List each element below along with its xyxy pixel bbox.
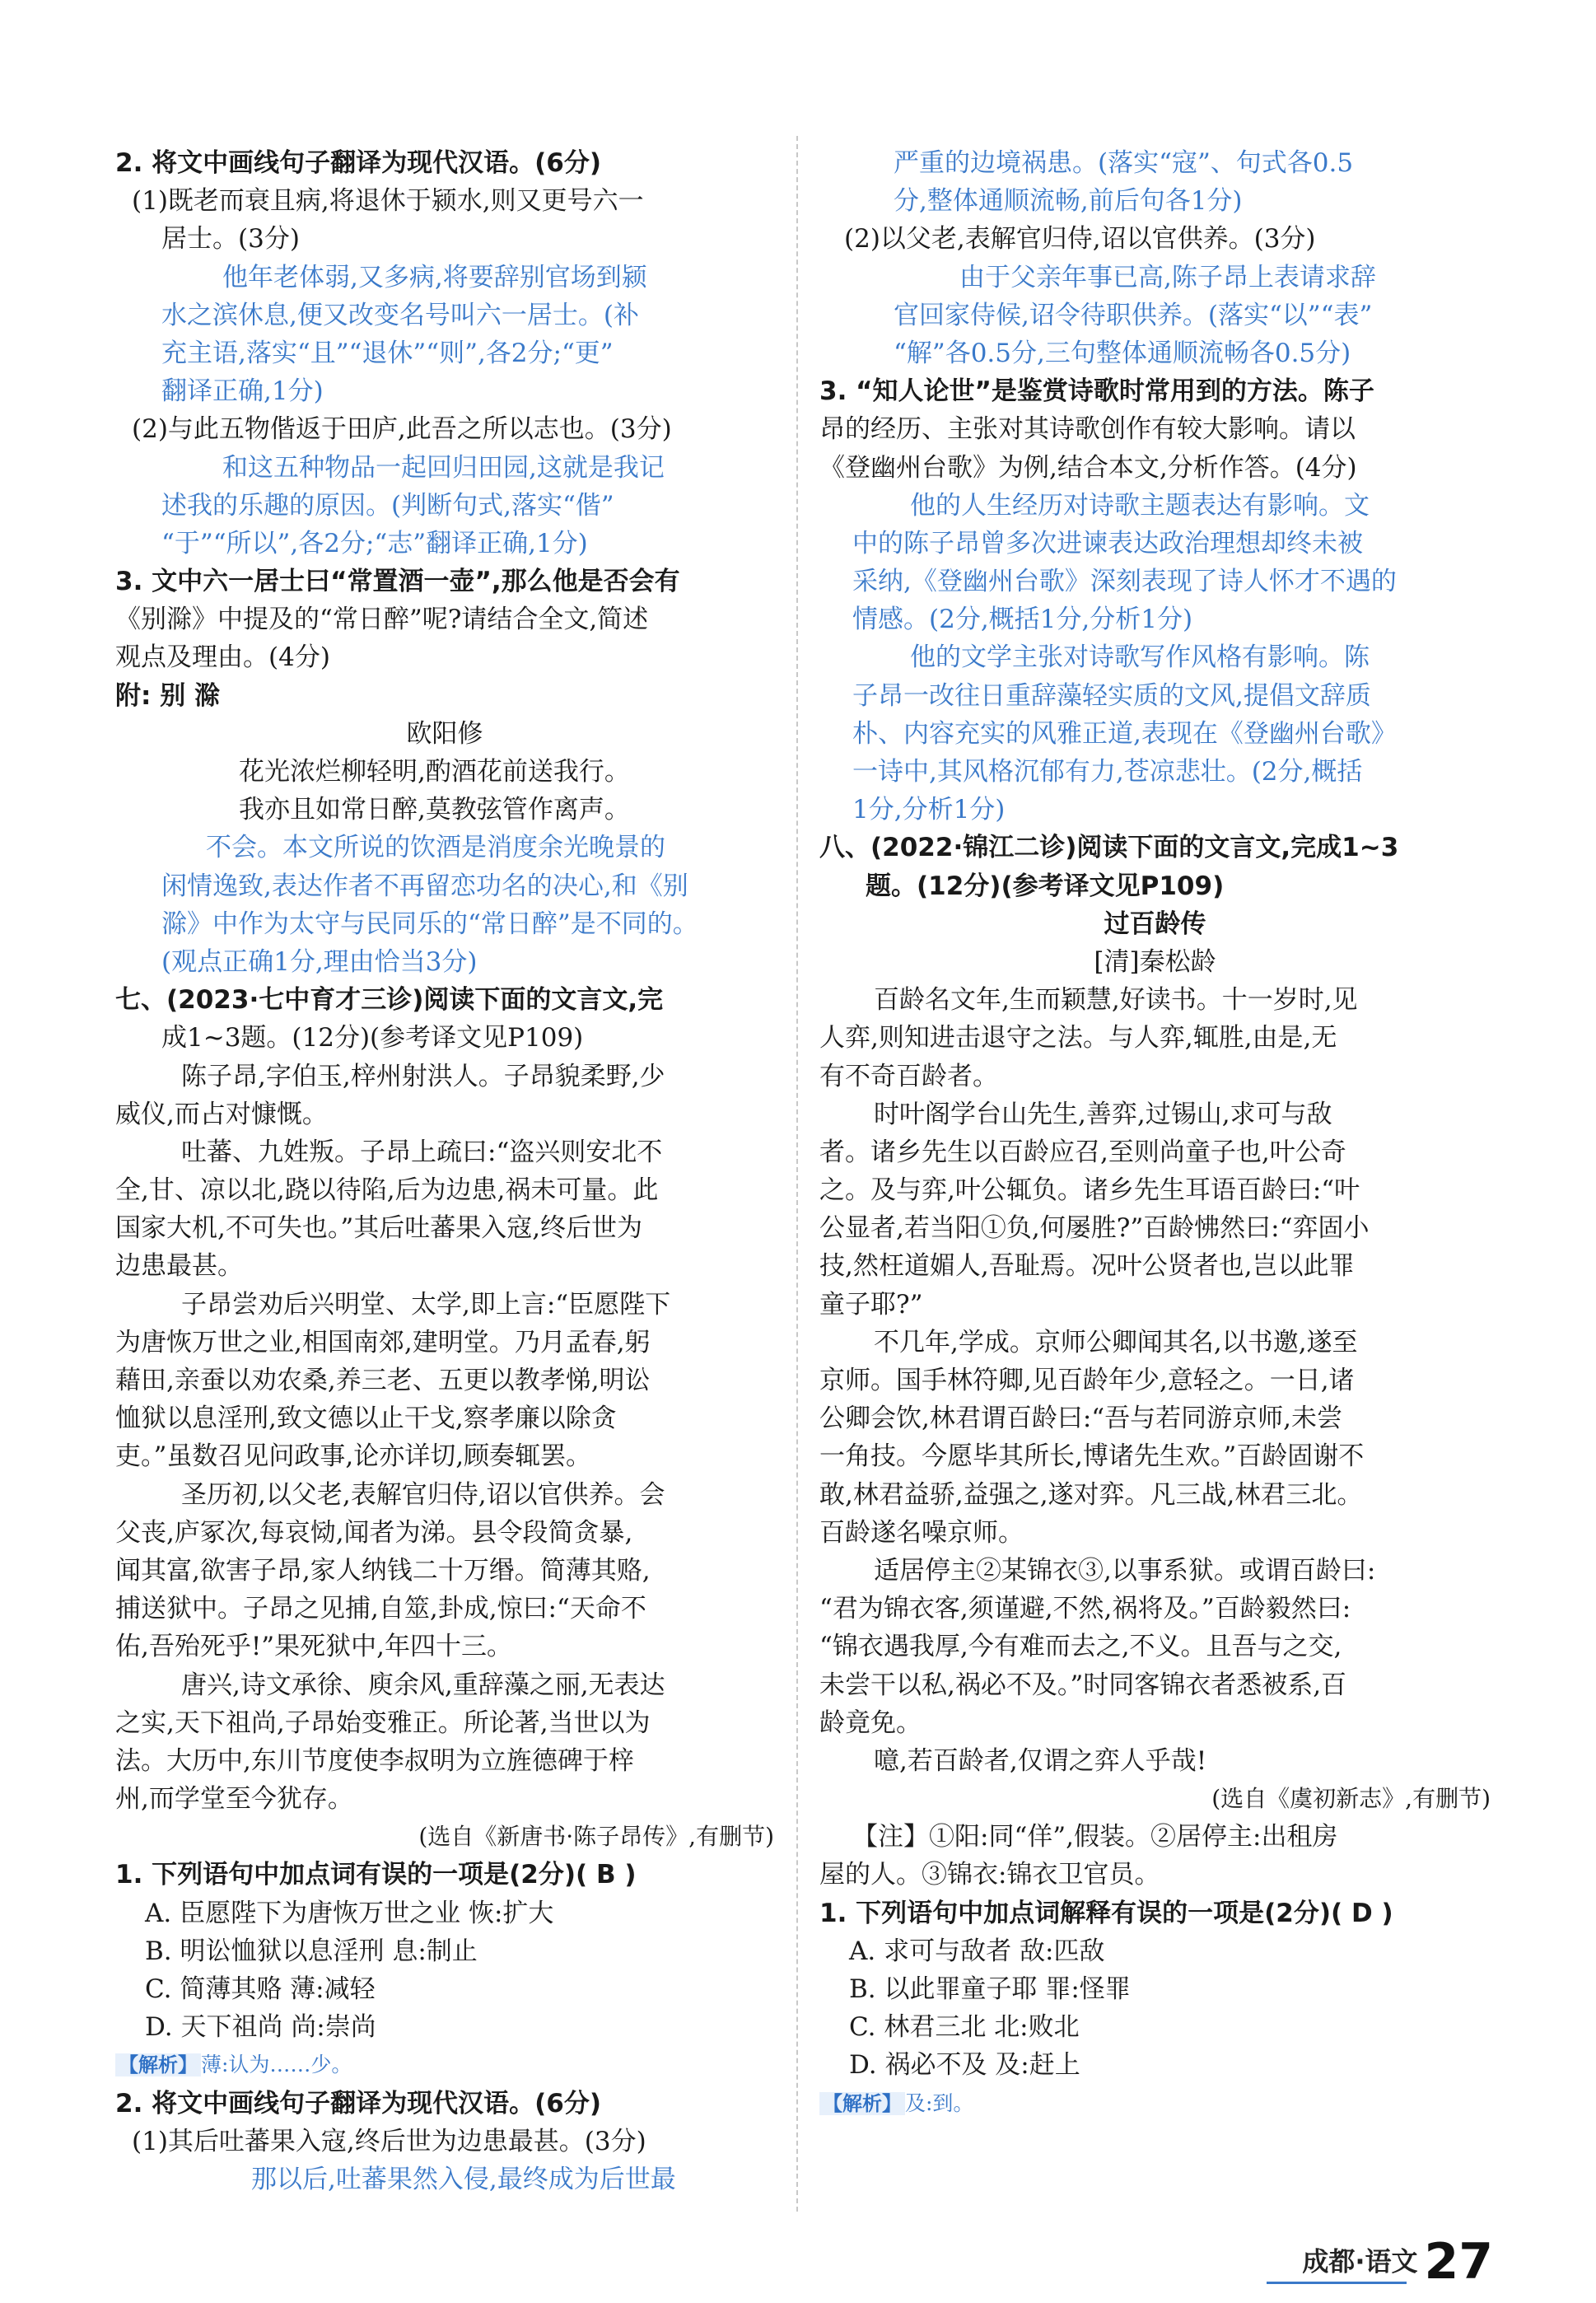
left-column-line: 2. 将文中画线句子翻译为现代汉语。(6分) (115, 2088, 602, 2118)
right-column-line: 时叶阁学台山先生,善弈,过锡山,求可与敌 (874, 1099, 1332, 1129)
right-column-line: 题。(12分)(参考译文见P109) (866, 871, 1225, 901)
left-column-line: 那以后,吐蕃果然入侵,最终成为后世最 (251, 2164, 676, 2194)
right-column-line: [清]秦松龄 (1094, 946, 1216, 977)
right-column-line: 适居停主②某锦衣③,以事系狱。或谓百龄曰: (874, 1555, 1376, 1586)
right-column-line: 一诗中,其风格沉郁有力,苍凉悲壮。(2分,概括 (852, 757, 1363, 787)
right-column-line: 公显者,若当阳①负,何屡胜?”百龄怫然曰:“弈固小 (819, 1213, 1370, 1244)
right-column-line: 有不奇百龄者。 (819, 1061, 998, 1091)
left-column-line: 父丧,庐冢次,每哀恸,闻者为涕。县令段简贪暴, (115, 1517, 633, 1548)
right-column-line: 人弈,则知进击退守之法。与人弈,辄胜,由是,无 (819, 1023, 1337, 1053)
left-column-line: 子昂尝劝后兴明堂、太学,即上言:“臣愿陛下 (181, 1289, 671, 1320)
right-column-line: 龄竟免。 (819, 1707, 922, 1738)
analysis-text: 及:到。 (905, 2090, 974, 2115)
left-column-line: 全,甘、凉以北,跷以待陷,后为边患,祸未可量。此 (115, 1175, 659, 1206)
left-column-line: 翻译正确,1分) (161, 376, 324, 407)
right-column-line: 分,整体通顺流畅,前后句各1分) (894, 186, 1243, 217)
left-column (115, 144, 774, 2198)
left-column-line: 唐兴,诗文承徐、庾余风,重辞藻之丽,无表达 (181, 1670, 665, 1700)
right-column-line: 昂的经历、主张对其诗歌创作有较大影响。请以 (819, 414, 1356, 445)
left-column-line (115, 2046, 774, 2084)
left-column-line: 和这五种物品一起回归田园,这就是我记 (222, 452, 665, 483)
left-column-line: 为唐恢万世之业,相国南郊,建明堂。乃月孟春,躬 (115, 1327, 651, 1357)
left-column-line: 之实,天下祖尚,子昂始变雅正。所论著,当世以为 (115, 1707, 651, 1738)
left-column-line: 2. 将文中画线句子翻译为现代汉语。(6分) (115, 148, 602, 178)
footer-subject: 成都·语文 (1302, 2245, 1418, 2277)
right-column-line: 他的人生经历对诗歌主题表达有影响。文 (910, 490, 1370, 521)
right-column-line: 《登幽州台歌》为例,结合本文,分析作答。(4分) (819, 452, 1357, 483)
left-column-line: 闻其富,欲害子昂,家人纳钱二十万缗。简薄其赂, (115, 1555, 651, 1586)
analysis-tag: 【解析】 (819, 2092, 905, 2115)
right-column-line: 一角技。今愿毕其所长,博诸先生欢。”百龄固谢不 (819, 1441, 1365, 1472)
right-column-line: 情感。(2分,概括1分,分析1分) (852, 605, 1193, 635)
left-column-line: 闲情逸致,表达作者不再留恋功名的决心,和《别 (161, 871, 688, 901)
right-column-line: 子昂一改往日重辞藻轻实质的文风,提倡文辞质 (852, 680, 1371, 711)
right-column-line: 百龄名文年,生而颖慧,好读书。十一岁时,见 (874, 985, 1358, 1016)
left-column-line: 恤狱以息淫刑,致文德以止干戈,察孝廉以除贪 (115, 1404, 617, 1434)
analysis-text: 薄:认为……少。 (201, 2053, 352, 2077)
left-column-line: 七、(2023·七中育才三诊)阅读下面的文言文,完 (115, 985, 664, 1016)
left-column-line: 陈子昂,字伯玉,梓州射洪人。子昂貌柔野,少 (181, 1061, 665, 1091)
left-column-line: D. 天下祖尚 尚:崇尚 (145, 2012, 376, 2043)
left-column-line: C. 简薄其赂 薄:减轻 (145, 1974, 376, 2004)
left-column-line: 成1~3题。(12分)(参考译文见P109) (161, 1023, 584, 1053)
right-column-line: 童子耶?” (819, 1289, 923, 1320)
left-column-line: 圣历初,以父老,表解官归侍,诏以官供养。会 (181, 1479, 665, 1510)
left-column-line: 居士。(3分) (161, 224, 300, 255)
left-column-line: 水之滨休息,便又改变名号叫六一居士。(补 (161, 300, 639, 330)
analysis-tag: 【解析】 (115, 2053, 201, 2076)
left-column-line: (观点正确1分,理由恰当3分) (161, 946, 478, 977)
left-column-line: 威仪,而占对慷慨。 (115, 1099, 328, 1129)
left-column-line: 3. 文中六一居士曰“常置酒一壶”,那么他是否会有 (115, 567, 680, 597)
left-column-line: 观点及理由。(4分) (115, 642, 330, 673)
right-column-line: 八、(2022·锦江二诊)阅读下面的文言文,完成1~3 (819, 833, 1399, 863)
left-column-line: 吏。”虽数召见问政事,论亦详切,顾奏辄罢。 (115, 1441, 592, 1472)
left-column-line: 佑,吾殆死乎!”果死狱中,年四十三。 (115, 1632, 513, 1662)
right-column-line: 3. “知人论世”是鉴赏诗歌时常用到的方法。陈子 (819, 376, 1374, 407)
right-column-line: 未尝干以私,祸必不及。”时同客锦衣者悉被系,百 (819, 1670, 1347, 1700)
right-column-line: B. 以此罪童子耶 罪:怪罪 (849, 1974, 1131, 2004)
right-column-line: 由于父亲年事已高,陈子昂上表请求辞 (959, 262, 1376, 292)
footer-rule (1267, 2282, 1407, 2284)
right-column-line: A. 求可与敌者 敌:匹敌 (849, 1936, 1105, 1966)
right-column-line: 噫,若百龄者,仅谓之弈人乎哉! (874, 1745, 1207, 1776)
right-column-line: 中的陈子昂曾多次进谏表达政治理想却终未被 (852, 528, 1363, 558)
left-column-line: 附: 别 滁 (115, 680, 220, 711)
left-column-line: 滁》中作为太守与民同乐的“常日醉”是不同的。 (161, 909, 698, 939)
right-column-line (819, 2085, 1491, 2123)
right-column-line: “锦衣遇我厚,今有难而去之,不义。且吾与之交, (819, 1632, 1342, 1662)
right-column-line: 不几年,学成。京师公卿闻其名,以书邀,遂至 (874, 1327, 1358, 1357)
column-divider (796, 136, 798, 2212)
left-column-line: 边患最甚。 (115, 1251, 243, 1282)
left-column-line: “于”“所以”,各2分;“志”翻译正确,1分) (161, 528, 588, 558)
right-column-line: D. 祸必不及 及:赶上 (849, 2050, 1080, 2081)
left-column-line: B. 明讼恤狱以息淫刑 息:制止 (145, 1936, 478, 1966)
right-column-line: 他的文学主张对诗歌写作风格有影响。陈 (910, 642, 1370, 673)
right-column-line: 京师。国手林符卿,见百龄年少,意轻之。一日,诸 (819, 1366, 1355, 1395)
right-column-line: 技,然枉道媚人,吾耻焉。况叶公贤者也,岂以此罪 (819, 1251, 1355, 1282)
right-column-line: 严重的边境祸患。(落实“寇”、句式各0.5 (894, 148, 1354, 178)
left-column-line: 述我的乐趣的原因。(判断句式,落实“偕” (161, 490, 614, 521)
left-column-line: 他年老体弱,又多病,将要辞别官场到颍 (222, 262, 647, 292)
left-column-line: A. 臣愿陛下为唐恢万世之业 恢:扩大 (145, 1898, 554, 1928)
right-column-line: 公卿会饮,林君谓百龄曰:“吾与若同游京师,未尝 (819, 1404, 1342, 1434)
left-column-line: (选自《新唐书·陈子昂传》,有删节) (418, 1823, 774, 1851)
left-column-line: 欧阳修 (406, 718, 483, 749)
right-column-line: 过百龄传 (1104, 909, 1206, 939)
right-column-line: 1分,分析1分) (852, 795, 1006, 825)
right-column (819, 144, 1491, 2123)
right-column-line: 1. 下列语句中加点词解释有误的一项是(2分)( D ) (819, 1898, 1393, 1928)
left-column-line: 国家大机,不可失也。”其后吐蕃果入寇,终后世为 (115, 1213, 643, 1244)
left-column-line: 州,而学堂至今犹存。 (115, 1784, 353, 1815)
left-column-line: (1)既老而衰且病,将退休于颍水,则又更号六一 (132, 186, 644, 217)
left-column-line: 花光浓烂柳轻明,酌酒花前送我行。 (239, 757, 630, 787)
left-column-line: 我亦且如常日醉,莫教弦管作离声。 (239, 795, 630, 825)
left-column-line: 充主语,落实“且”“退休”“则”,各2分;“更” (161, 338, 614, 368)
right-column-line: 百龄遂名噪京师。 (819, 1517, 1024, 1548)
left-column-line: 捕送狱中。子昂之见捕,自筮,卦成,惊曰:“天命不 (115, 1594, 646, 1624)
right-column-line: (选自《虞初新志》,有删节) (1211, 1785, 1491, 1813)
right-column-line: 采纳,《登幽州台歌》深刻表现了诗人怀才不遇的 (852, 567, 1397, 597)
right-column-line: 者。诸乡先生以百龄应召,至则尚童子也,叶公奇 (819, 1137, 1346, 1167)
right-column-line: 之。及与弈,叶公辄负。诸乡先生耳语百龄曰:“叶 (819, 1175, 1360, 1206)
left-column-line: (2)与此五物偕返于田庐,此吾之所以志也。(3分) (132, 414, 672, 445)
left-column-line: 《别滁》中提及的“常日醉”呢?请结合全文,简述 (115, 605, 649, 635)
right-column-line: “解”各0.5分,三句整体通顺流畅各0.5分) (894, 338, 1351, 368)
left-column-line: 吐蕃、九姓叛。子昂上疏曰:“盗兴则安北不 (181, 1137, 663, 1167)
right-column-line: 敢,林君益骄,益强之,遂对弈。凡三战,林君三北。 (819, 1479, 1363, 1510)
page-number: 27 (1424, 2232, 1493, 2291)
right-column-line: C. 林君三北 北:败北 (849, 2012, 1080, 2043)
right-column-line: “君为锦衣客,须谨避,不然,祸将及。”百龄毅然曰: (819, 1594, 1351, 1624)
left-column-line: 法。大历中,东川节度使李叔明为立旌德碑于梓 (115, 1745, 634, 1776)
left-column-line: 不会。本文所说的饮酒是消度余光晚景的 (206, 833, 665, 863)
right-column-line: 屋的人。③锦衣:锦衣卫官员。 (819, 1860, 1160, 1890)
right-column-line: (2)以父老,表解官归侍,诏以官供养。(3分) (844, 224, 1316, 255)
left-column-line: 藉田,亲蚕以劝农桑,养三老、五更以教孝悌,明讼 (115, 1366, 651, 1395)
right-column-line: 官回家侍候,诏令待职供养。(落实“以”“表” (894, 300, 1373, 330)
left-column-line: (1)其后吐蕃果入寇,终后世为边患最甚。(3分) (132, 2126, 646, 2156)
right-column-line: 朴、内容充实的风雅正道,表现在《登幽州台歌》 (852, 718, 1397, 749)
left-column-line: 1. 下列语句中加点词有误的一项是(2分)( B ) (115, 1860, 637, 1890)
right-column-line: 【注】①阳:同“佯”,假装。②居停主:出租房 (852, 1822, 1338, 1852)
